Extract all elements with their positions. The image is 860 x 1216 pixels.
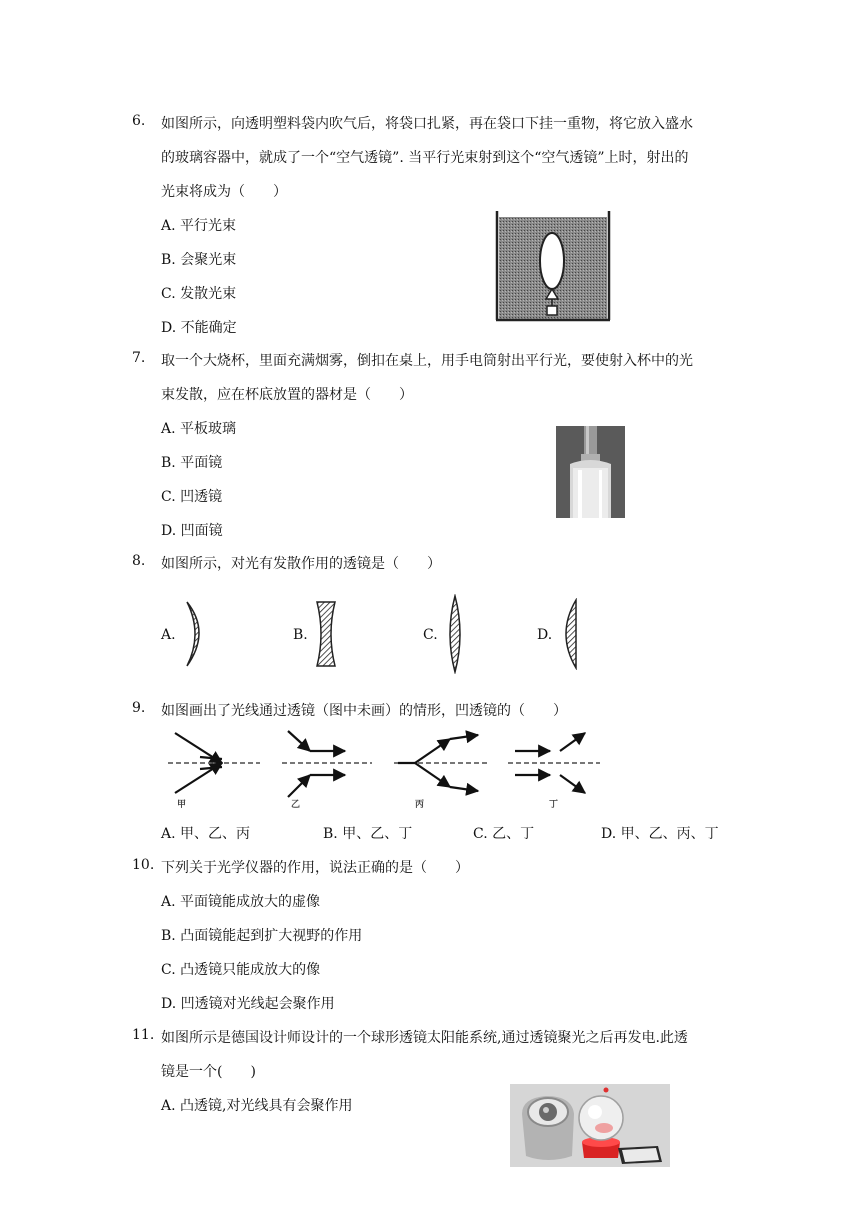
option-c: C. 凹透镜 bbox=[161, 489, 223, 505]
question-text-line: 的玻璃容器中，就成了一个“空气透镜”. 当平行光束射到这个“空气透镜”上时，射出的 bbox=[161, 150, 689, 166]
option-c: C. 乙、丁 bbox=[473, 826, 535, 842]
air-lens-container-figure bbox=[494, 209, 612, 322]
light-ray-diagrams-figure bbox=[160, 725, 610, 815]
lens-b-figure bbox=[311, 598, 341, 670]
option-b: B. 凸面镜能起到扩大视野的作用 bbox=[161, 928, 363, 944]
option-a: A. bbox=[161, 627, 176, 643]
figure-label-yi: 乙 bbox=[291, 800, 301, 810]
question-text-line: 束发散，应在杯底放置的器材是（ ） bbox=[161, 387, 413, 403]
question-number: 6. bbox=[132, 113, 146, 129]
option-d: D. 甲、乙、丙、丁 bbox=[601, 826, 719, 842]
option-d: D. 不能确定 bbox=[161, 320, 237, 336]
question-text-line: 如图所示是德国设计师设计的一个球形透镜太阳能系统,通过透镜聚光之后再发电.此透 bbox=[161, 1030, 688, 1046]
lens-a-figure bbox=[181, 598, 221, 670]
option-a: A. 平行光束 bbox=[161, 218, 237, 234]
option-d: D. 凹透镜对光线起会聚作用 bbox=[161, 996, 335, 1012]
spherical-lens-solar-photo bbox=[510, 1084, 670, 1167]
question-text-line: 如图所示，向透明塑料袋内吹气后，将袋口扎紧，再在袋口下挂一重物，将它放入盛水 bbox=[161, 116, 693, 132]
figure-label-ding: 丁 bbox=[549, 800, 559, 810]
ray-diagram-yi bbox=[282, 731, 372, 797]
ray-diagram-jia bbox=[168, 733, 260, 793]
option-a: A. 凸透镜,对光线具有会聚作用 bbox=[161, 1098, 353, 1114]
figure-label-bing: 丙 bbox=[415, 800, 425, 810]
option-a: A. 甲、乙、丙 bbox=[161, 826, 251, 842]
question-number: 10. bbox=[132, 857, 155, 873]
question-text-line: 如图所示，对光有发散作用的透镜是（ ） bbox=[161, 556, 441, 572]
option-b: B. 平面镜 bbox=[161, 455, 223, 471]
option-d: D. 凹面镜 bbox=[161, 523, 223, 539]
question-number: 9. bbox=[132, 700, 146, 716]
option-a: A. 平面镜能成放大的虚像 bbox=[161, 894, 321, 910]
question-text-line: 取一个大烧杯，里面充满烟雾，倒扣在桌上，用手电筒射出平行光，要使射入杯中的光 bbox=[161, 353, 693, 369]
option-b: B. 会聚光束 bbox=[161, 252, 237, 268]
option-d: D. bbox=[537, 627, 553, 643]
ray-diagram-bing bbox=[394, 735, 488, 791]
option-c: C. bbox=[423, 627, 438, 643]
option-b: B. bbox=[293, 627, 308, 643]
option-a: A. 平板玻璃 bbox=[161, 421, 237, 437]
lens-c-figure bbox=[443, 594, 467, 674]
question-text-line: 下列关于光学仪器的作用，说法正确的是（ ） bbox=[161, 860, 469, 876]
question-number: 8. bbox=[132, 553, 146, 569]
option-c: C. 发散光束 bbox=[161, 286, 237, 302]
beaker-flashlight-figure bbox=[556, 426, 625, 518]
lens-d-figure bbox=[556, 598, 586, 670]
figure-label-jia: 甲 bbox=[177, 800, 187, 810]
question-text-line: 镜是一个( ) bbox=[161, 1064, 256, 1080]
question-text-line: 如图画出了光线通过透镜（图中未画）的情形，凹透镜的（ ） bbox=[161, 703, 567, 719]
ray-diagram-ding bbox=[508, 733, 600, 793]
question-number: 7. bbox=[132, 350, 146, 366]
question-number: 11. bbox=[132, 1027, 155, 1043]
option-b: B. 甲、乙、丁 bbox=[323, 826, 413, 842]
option-c: C. 凸透镜只能成放大的像 bbox=[161, 962, 321, 978]
question-text-line: 光束将成为（ ） bbox=[161, 184, 287, 200]
